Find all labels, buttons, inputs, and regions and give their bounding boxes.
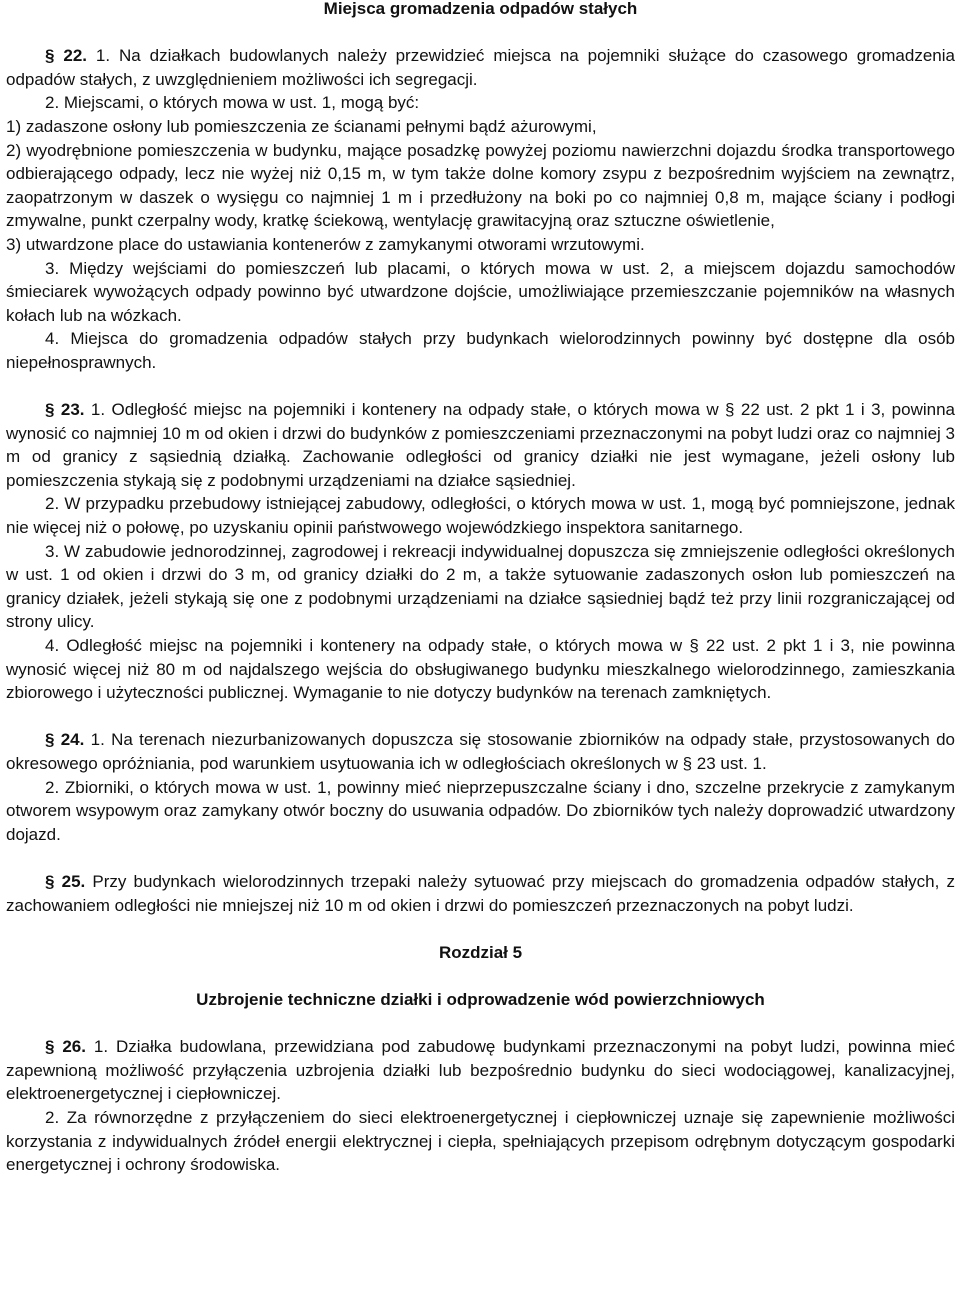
paragraph-26-2: 2. Za równorzędne z przyłączeniem do sieci elektroenergetycznej i ciepłowniczej uznaje się zapewnienie możliwości korzystania z indywidualnych źródeł energii elektrycznej i ciepła, spełniających przepisom odrębnym dotyczącym gospodarki energetycznej i ochrony środowiska. bbox=[6, 1107, 955, 1175]
paragraph-23-1 bbox=[6, 398, 955, 492]
paragraph-text: 1. Na terenach niezurbanizowanych dopuszcza się stosowanie zbiorników na odpady stałe, przystosowanych do okresowego opróżniania, pod warunkiem usytuowania ich w odległościach określonych w § 23 ust. 1. bbox=[6, 730, 955, 773]
paragraph-23-4: 4. Odległość miejsc na pojemniki i kontenery na odpady stałe, o których mowa w § 22 ust. 2 pkt 1 i 3, nie powinna wynosić więcej niż 80 m od najdalszego wejścia do obsługiwanego budynku mieszkalnego wielorodzinnego, zamieszkania zbiorowego i użyteczności publicznej. Wymaganie to nie dotyczy budynków na terenach zamkniętych. bbox=[6, 636, 955, 703]
paragraph-text: 1. Odległość miejsc na pojemniki i kontenery na odpady stałe, o których mowa w § 22 ust. 2 pkt 1 i 3, powinna wynosić co najmniej 10 m od okien i drzwi do budynków z pomieszczeniami przeznaczonymi na pobyt ludzi oraz co najmniej 3 m od granicy z sąsiednią działką. Zachowanie odległości od granicy działki nie jest wymagane, jeżeli osłony lub pomieszczenia stykają się z podobnymi urządzeniami na działce sąsiedniej. bbox=[6, 400, 955, 490]
paragraph-22-1 bbox=[6, 44, 955, 91]
section-number-23: § 23. bbox=[45, 400, 91, 420]
list-item-22-2-3: 3) utwardzone place do ustawiania kontenerów z zamykanymi otworami wrzutowymi. bbox=[6, 234, 645, 254]
paragraph-text: 1. Na działkach budowlanych należy przewidzieć miejsca na pojemniki służące do czasowego gromadzenia odpadów stałych, z uwzględnieniem możliwości ich segregacji. bbox=[6, 46, 955, 89]
paragraph-23-2: 2. W przypadku przebudowy istniejącej zabudowy, odległości, o których mowa w ust. 1, mogą być pomniejszone, jednak nie więcej niż o połowę, po uzyskaniu opinii państwowego wojewódzkiego inspektora sanitarnego. bbox=[6, 494, 955, 538]
paragraph-22-3: 3. Między wejściami do pomieszczeń lub placami, o których mowa w ust. 2, a miejscem dojazdu samochodów śmieciarek wywożących odpady powinno być utwardzone dojście, umożliwiające przemieszczanie pojemników na własnych kołach lub na wózkach. bbox=[6, 258, 955, 325]
paragraph-25 bbox=[6, 870, 955, 917]
section-number-24: § 24. bbox=[45, 730, 91, 750]
paragraph-22-2: 2. Miejscami, o których mowa w ust. 1, mogą być: bbox=[45, 93, 420, 113]
section-number-26: § 26. bbox=[45, 1037, 94, 1057]
paragraph-22-4: 4. Miejsca do gromadzenia odpadów stałych przy budynkach wielorodzinnych powinny być dostępne dla osób niepełnosprawnych. bbox=[6, 329, 955, 372]
chapter-heading: Rozdział 5 bbox=[438, 942, 523, 962]
paragraph-text: Przy budynkach wielorodzinnych trzepaki należy sytuować przy miejscach do gromadzenia odpadów stałych, z zachowaniem odległości nie mniejszej niż 10 m od okien i drzwi do pomieszczeń przeznaczonych na pobyt ludzi. bbox=[6, 871, 955, 915]
section-title: Miejsca gromadzenia odpadów stałych bbox=[323, 0, 638, 18]
list-item-22-2-1: 1) zadaszone osłony lub pomieszczenia ze ścianami pełnymi bądź ażurowymi, bbox=[6, 116, 597, 136]
paragraph-text: 1. Działka budowlana, przewidziana pod zabudowę budynkami przeznaczonymi na pobyt ludzi, powinna mieć zapewnioną możliwość przyłączenia uzbrojenia działki lub bezpośrednio budynku do sieci wodociągowej, kanalizacyjnej, elektroenergetycznej i ciepłowniczej. bbox=[6, 1037, 955, 1104]
paragraph-24-1 bbox=[6, 728, 955, 775]
paragraph-23-3: 3. W zabudowie jednorodzinnej, zagrodowej i rekreacji indywidualnej dopuszcza się zmniejszenie odległości określonych w ust. 1 od okien i drzwi do 3 m, od granicy działki do 2 m, a także sytuowanie zadaszonych osłon lub pomieszczeń na granicy działek, jeżeli stykają się one z podobnymi urządzeniami na działce sąsiedniej bądź też przy linii rozgraniczającej od strony ulicy. bbox=[6, 541, 955, 632]
chapter-title: Uzbrojenie techniczne działki i odprowadzenie wód powierzchniowych bbox=[196, 989, 765, 1009]
paragraph-26-1 bbox=[6, 1035, 955, 1106]
section-number-25: § 25. bbox=[45, 871, 93, 891]
section-number-22: § 22. bbox=[45, 46, 96, 66]
paragraph-24-2: 2. Zbiorniki, o których mowa w ust. 1, powinny mieć nieprzepuszczalne ściany i dno, szczelne przekrycie z zamykanym otworem wsypowym oraz zamykany otwór boczny do usuwania odpadów. Do zbiorników tych należy doprowadzić utwardzony dojazd. bbox=[6, 777, 955, 844]
document-page bbox=[6, 0, 955, 1177]
list-item-22-2-2: 2) wyodrębnione pomieszczenia w budynku, mające posadzkę powyżej poziomu nawierzchni dojazdu środka transportowego odbierającego odpady, lecz nie wyżej niż 0,15 m, w tym także dolne komory zsypu z bezpośrednim wyjściem na zewnątrz, zaopatrzonym w daszek o wysięgu co najmniej 1 m i przedłużony na boki po co najmniej 0,8 m, mające ściany i podłogi zmywalne, punkt czerpalny wody, kratkę ściekową, wentylację grawitacyjną oraz sztuczne oświetlenie, bbox=[6, 140, 955, 231]
